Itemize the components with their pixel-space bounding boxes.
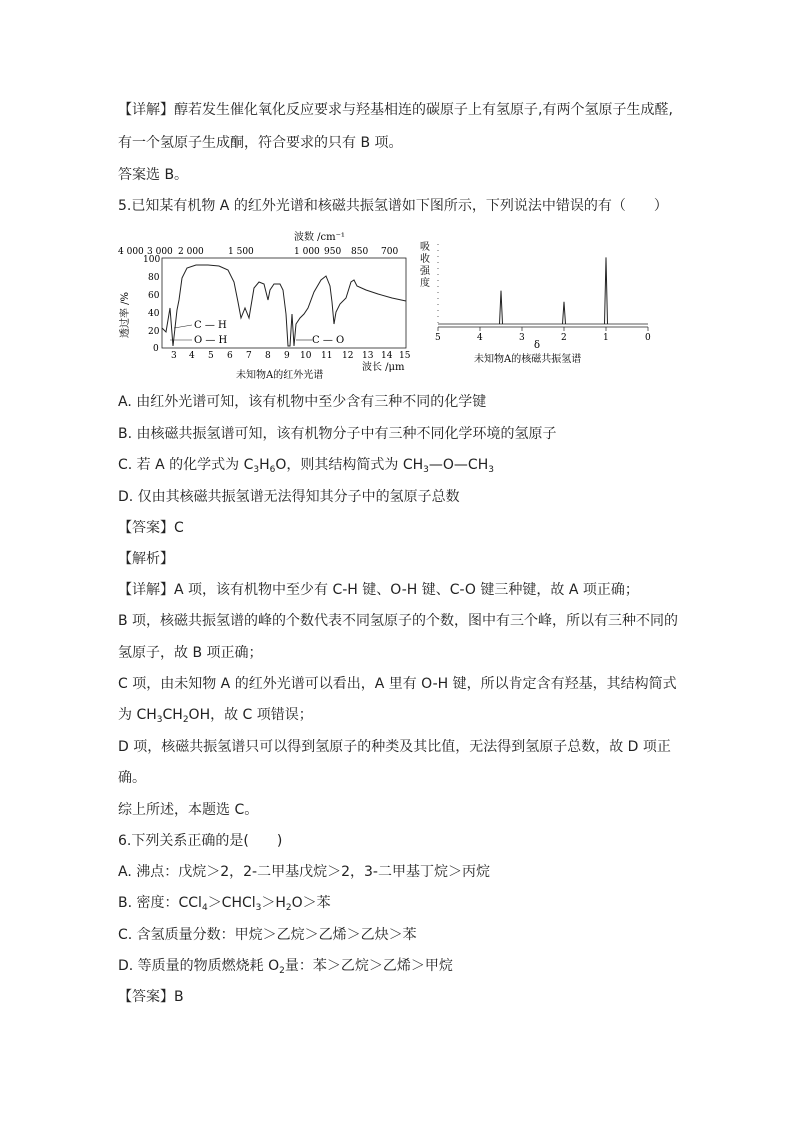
q6-answer-label: 【答案】B [118,989,184,1005]
nmr-y-title-char: 度 [420,278,430,289]
ir-bottom-tick: 9 [284,351,290,361]
ir-y-tick: 0 [153,344,159,354]
q6-option-a: A. 沸点：戊烷＞2，2-二甲基戊烷＞2，3-二甲基丁烷＞丙烷 [118,864,490,880]
option-d: D. 仅由其核磁共振氢谱无法得知其分子中的氢原子总数 [118,489,460,505]
explain-d-1: D 项，核磁共振氢谱只可以得到氢原子的种类及其比值，无法得到氢原子总数，故 D 项正 [118,739,671,755]
ir-bottom-tick: 7 [246,351,252,361]
nmr-peak [563,302,566,324]
ir-top-tick: 1 000 [294,247,320,257]
nmr-peak [605,257,608,324]
ir-bottom-tick: 6 [227,351,233,361]
ir-y-tick: 100 [143,255,161,265]
nmr-tick-label: 0 [645,333,651,343]
question-6: 6.下列关系正确的是( ) [118,833,283,849]
ir-bottom-tick: 5 [208,351,214,361]
analysis-label: 【解析】 [118,551,174,567]
explain-a: 【详解】A 项，该有机物中至少有 C-H 键、O-H 键、C-O 键三种键，故 A 项正确； [118,582,639,598]
explain-c-2: 为 $CH_3CH_2OH$，故 C 项错误； [118,707,313,725]
option-c: C. 若 A 的化学式为 $C_3H_6O$，则其结构简式为 $CH_3—O—CH_3$ [118,457,494,475]
explain-line-1: 【详解】醇若发生催化氧化反应要求与羟基相连的碳原子上有氢原子,有两个氢原子生成醛, [118,102,673,118]
ir-bottom-tick: 4 [189,351,195,361]
nmr-peak [500,291,503,324]
q6-option-b: B. 密度：$CCl_4>CHCl_3>H_2O>$苯 [118,895,331,913]
ir-spectrum-figure [116,228,416,386]
option-b: B. 由核磁共振氢谱可知，该有机物分子中有三种不同化学环境的氢原子 [118,426,557,442]
ir-bottom-tick: 11 [321,351,333,361]
explain-line-2: 有一个氢原子生成酮，符合要求的只有 B 项。 [118,135,403,151]
ir-curve [162,265,406,346]
ir-y-tick: 60 [148,291,160,301]
q6-option-c: C. 含氢质量分数：甲烷＞乙烷＞乙烯＞乙炔＞苯 [118,927,417,943]
ir-label-oh: O — H [194,335,228,346]
nmr-y-title-char: 吸 [420,242,430,253]
ir-bottom-tick: 15 [399,351,411,361]
nmr-x-label: δ [534,340,541,351]
explain-c-1: C 项，由未知物 A 的红外光谱可以看出，A 里有 O-H 键，所以肯定含有羟基，其结构简式 [118,676,677,692]
ir-bottom-tick: 14 [381,351,393,361]
ir-bottom-tick: 8 [265,351,271,361]
nmr-y-title-char: 收 [420,254,430,265]
ir-y-tick: 80 [148,273,160,283]
answer-line: 答案选 B。 [118,167,189,183]
explain-d-2: 确。 [118,770,146,786]
nmr-tick-label: 2 [561,333,567,343]
ir-top-tick: 1 500 [228,247,254,257]
nmr-tick-label: 1 [603,333,609,343]
nmr-y-title-char: 强 [420,266,430,277]
ir-bottom-tick: 13 [362,351,374,361]
ir-bottom-tick: 3 [171,351,177,361]
ir-top-tick: 950 [324,247,342,257]
ir-y-tick: 20 [148,327,160,337]
nmr-tick-label: 3 [519,333,525,343]
nmr-tick-label: 4 [477,333,483,343]
question-5: 5.已知某有机物 A 的红外光谱和核磁共振氢谱如下图所示，下列说法中错误的有（ ） [118,198,668,214]
ir-top-tick: 2 000 [178,247,204,257]
ir-top-tick: 4 000 [118,247,144,257]
ir-top-tick: 700 [381,247,399,257]
nmr-spectrum-figure [418,236,658,370]
summary-line: 综上所述，本题选 C。 [118,802,259,818]
nmr-caption: 未知物A的核磁共振氢谱 [474,354,582,365]
q6-option-d: D. 等质量的物质燃烧耗 $O_2$量：苯＞乙烷＞乙烯＞甲烷 [118,958,453,976]
ir-top-axis-title: 波数 /cm⁻¹ [294,232,345,243]
option-a: A. 由红外光谱可知，该有机物中至少含有三种不同的化学键 [118,394,487,410]
nmr-tick-label: 5 [435,333,441,343]
ir-bottom-tick: 12 [342,351,354,361]
ir-top-tick: 3 000 [147,247,173,257]
ir-y-title: 透过率 /% [120,291,131,338]
ir-label-ch: C — H [194,320,227,331]
ir-bottom-tick: 10 [300,351,312,361]
explain-b-1: B 项，核磁共振氢谱的峰的个数代表不同氢原子的个数，图中有三个峰，所以有三种不同的 [118,613,679,629]
ir-caption: 未知物A的红外光谱 [236,370,324,381]
ir-label-co: C — O [312,335,345,346]
ir-label-leader [174,325,192,328]
ir-top-tick: 850 [351,247,369,257]
ir-bottom-axis-title: 波长 /μm [362,362,405,373]
answer-label: 【答案】C [118,520,184,536]
ir-y-tick: 40 [148,309,160,319]
explain-b-2: 氢原子，故 B 项正确； [118,645,263,661]
